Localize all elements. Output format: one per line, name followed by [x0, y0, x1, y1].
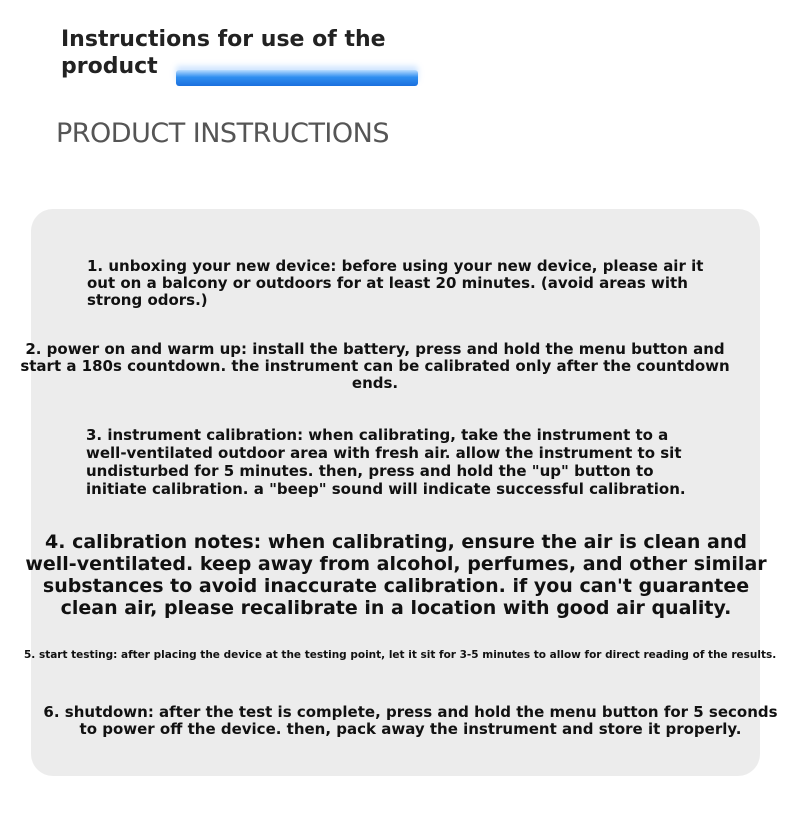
instruction-step-6: 6. shutdown: after the test is complete, press and hold the menu button for 5 seconds to power off the device. then, pack away the instrument and store it properly.	[43, 703, 778, 738]
instruction-step-4: 4. calibration notes: when calibrating, ensure the air is clean and well-ventilated. keep away from alcohol, perfumes, and other similar substances to avoid inaccurate calibration. if you can't guarantee clean air, please recalibrate in a location with good air quality.	[25, 531, 767, 619]
title-accent-bar	[176, 70, 418, 86]
instruction-step-2: 2. power on and warm up: install the battery, press and hold the menu button and start a 180s countdown. the instrument can be calibrated only after the countdown ends.	[20, 340, 730, 392]
section-heading: PRODUCT INSTRUCTIONS	[56, 118, 389, 149]
instruction-step-3: 3. instrument calibration: when calibrating, take the instrument to a well-ventilated outdoor area with fresh air. allow the instrument to sit undisturbed for 5 minutes. then, press and hold the "up" button to initiate calibration. a "beep" sound will indicate successful calibration.	[86, 426, 686, 498]
page-title: Instructions for use of the product	[61, 27, 386, 79]
instruction-step-5: 5. start testing: after placing the device at the testing point, let it sit for 3-5 minutes to allow for direct reading of the results.	[24, 649, 777, 661]
instruction-step-1: 1. unboxing your new device: before using your new device, please air it out on a balcony or outdoors for at least 20 minutes. (avoid areas with strong odors.)	[87, 257, 704, 309]
